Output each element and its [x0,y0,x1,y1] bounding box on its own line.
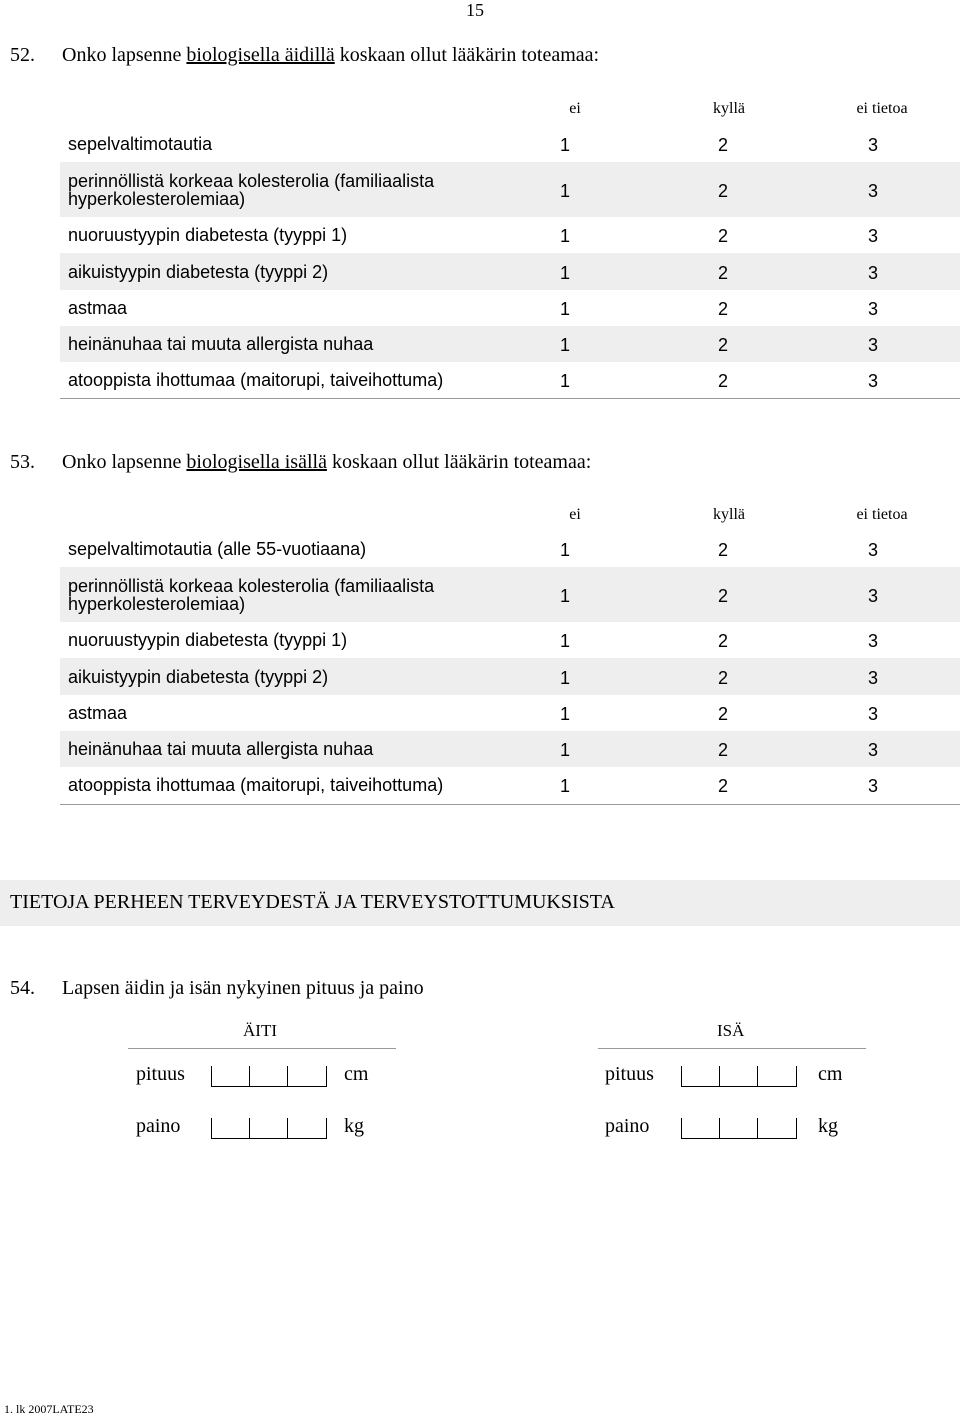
row-label [68,371,443,389]
answer-option-2[interactable]: 2 [717,631,728,651]
answer-option-3[interactable]: 3 [867,180,878,201]
father-height-unit: cm [818,1063,843,1085]
answer-option-3[interactable]: 3 [867,540,878,560]
father-heading-rule [598,1048,866,1049]
answer-option-1[interactable]: 1 [559,776,570,796]
table-row [60,253,960,290]
mother-weight-label: paino [136,1115,181,1137]
father-heading: ISÄ [717,1021,745,1040]
father-weight-digit-2[interactable] [719,1118,758,1139]
row-label-line: perinnöllistä korkeaa kolesterolia (familiaalista [68,170,435,191]
row-label-line: nuoruustyypin diabetesta (tyyppi 1) [68,225,348,245]
answer-option-1[interactable]: 1 [559,371,570,391]
answer-option-1[interactable]: 1 [559,262,570,283]
title-underlined: biologisella isällä [186,451,327,473]
row-label-line: sepelvaltimotautia (alle 55-vuotiaana) [68,539,367,559]
answer-option-2[interactable]: 2 [717,704,728,724]
answer-option-2[interactable]: 2 [717,335,728,355]
answer-option-3[interactable]: 3 [867,135,878,155]
question-number: 53. [10,451,35,473]
row-label [68,577,434,613]
question-53-title [10,451,591,474]
answer-option-2[interactable]: 2 [717,371,728,391]
answer-option-3[interactable]: 3 [867,371,878,391]
footer-code: 1. lk 2007LATE23 [4,1402,94,1416]
row-label-line: heinänuhaa tai muuta allergista nuhaa [68,334,374,354]
table-bottom-rule [60,804,960,805]
table-row [60,362,960,398]
column-header: ei tietoa [856,100,908,117]
table-row [60,695,960,731]
answer-option-2[interactable]: 2 [717,226,728,246]
answer-option-2[interactable]: 2 [717,180,728,201]
question-54-title [10,977,424,1000]
row-label [68,263,328,281]
father-height-digit-2[interactable] [719,1066,758,1087]
table-row [60,622,960,658]
title-text: Lapsen äidin ja isän nykyinen pituus ja paino [62,977,424,999]
answer-option-2[interactable]: 2 [717,135,728,155]
answer-option-3[interactable]: 3 [867,299,878,319]
answer-option-3[interactable]: 3 [867,226,878,246]
table-row [60,126,960,162]
column-header: kyllä [713,100,745,117]
answer-option-3[interactable]: 3 [867,262,878,283]
row-label [68,540,366,558]
question-number: 54. [10,977,35,999]
answer-option-2[interactable]: 2 [717,585,728,606]
table-row [60,567,960,622]
row-label-line: atooppista ihottumaa (maitorupi, taiveihottuma) [68,775,444,795]
mother-heading-rule [128,1048,396,1049]
answer-option-3[interactable]: 3 [867,704,878,724]
section-banner-text: TIETOJA PERHEEN TERVEYDESTÄ JA TERVEYSTOTTUMUKSISTA [10,891,615,913]
answer-option-2[interactable]: 2 [717,667,728,688]
table-row [60,290,960,326]
page-number: 15 [466,0,484,20]
table-row [60,658,960,695]
row-label-line: hyperkolesterolemiaa) [68,188,246,209]
answer-option-2[interactable]: 2 [717,776,728,796]
mother-weight-digit-2[interactable] [249,1118,288,1139]
row-label [68,740,373,758]
father-weight-digit-3[interactable] [757,1118,797,1139]
mother-height-digit-2[interactable] [249,1066,288,1087]
answer-option-3[interactable]: 3 [867,667,878,688]
table-row [60,767,960,803]
answer-option-3[interactable]: 3 [867,776,878,796]
father-weight-unit: kg [818,1115,838,1137]
mother-height-digit-1[interactable] [211,1066,250,1087]
father-height-digit-3[interactable] [757,1066,797,1087]
answer-option-1[interactable]: 1 [559,180,570,201]
answer-option-1[interactable]: 1 [559,667,570,688]
row-label [68,335,373,353]
answer-option-2[interactable]: 2 [717,740,728,760]
answer-option-1[interactable]: 1 [559,740,570,760]
mother-height-label: pituus [136,1063,185,1085]
table-row [60,217,960,253]
answer-option-2[interactable]: 2 [717,262,728,283]
column-header: kyllä [713,506,745,523]
title-text: Onko lapsenne [62,44,187,66]
row-label [68,299,127,317]
question-number: 52. [10,44,35,66]
mother-weight-digit-3[interactable] [287,1118,327,1139]
row-label-line: aikuistyypin diabetesta (tyyppi 2) [68,666,329,687]
title-text: koskaan ollut lääkärin toteamaa: [334,44,600,66]
table-bottom-rule [60,398,960,399]
column-header: ei [569,506,581,523]
answer-option-1[interactable]: 1 [559,540,570,560]
row-label [68,668,328,686]
table-row [60,162,960,217]
mother-heading: ÄITI [243,1021,277,1040]
mother-height-unit: cm [344,1063,369,1085]
answer-option-1[interactable]: 1 [559,704,570,724]
row-label [68,172,434,208]
row-label-line: perinnöllistä korkeaa kolesterolia (familiaalista [68,575,435,596]
father-weight-digit-1[interactable] [681,1118,720,1139]
column-header: ei tietoa [856,506,908,523]
answer-option-1[interactable]: 1 [559,585,570,606]
mother-weight-unit: kg [344,1115,364,1137]
question-52-title [10,44,599,67]
table-row [60,326,960,362]
answer-option-3[interactable]: 3 [867,335,878,355]
title-underlined: biologisella äidillä [186,44,335,66]
answer-option-1[interactable]: 1 [559,631,570,651]
row-label-line: aikuistyypin diabetesta (tyyppi 2) [68,261,329,282]
answer-option-2[interactable]: 2 [717,299,728,319]
section-banner [0,880,960,926]
row-label-line: atooppista ihottumaa (maitorupi, taiveihottuma) [68,370,444,390]
row-label-line: sepelvaltimotautia [68,134,213,154]
row-label [68,704,127,722]
row-label-line: astmaa [68,298,128,318]
answer-option-3[interactable]: 3 [867,740,878,760]
table-row [60,731,960,767]
answer-option-3[interactable]: 3 [867,631,878,651]
row-label-line: hyperkolesterolemiaa) [68,593,246,614]
row-label [68,631,347,649]
father-weight-label: paino [605,1115,650,1137]
mother-height-digit-3[interactable] [287,1066,327,1087]
answer-option-2[interactable]: 2 [717,540,728,560]
title-text: Onko lapsenne [62,451,187,473]
father-height-digit-1[interactable] [681,1066,720,1087]
answer-option-1[interactable]: 1 [559,335,570,355]
column-header: ei [569,100,581,117]
father-height-label: pituus [605,1063,654,1085]
row-label-line: nuoruustyypin diabetesta (tyyppi 1) [68,630,348,650]
mother-weight-digit-1[interactable] [211,1118,250,1139]
title-text: koskaan ollut lääkärin toteamaa: [326,451,592,473]
row-label [68,135,212,153]
answer-option-1[interactable]: 1 [559,299,570,319]
answer-option-1[interactable]: 1 [559,135,570,155]
table-row [60,531,960,567]
answer-option-1[interactable]: 1 [559,226,570,246]
answer-option-3[interactable]: 3 [867,585,878,606]
row-label [68,776,443,794]
row-label [68,226,347,244]
row-label-line: astmaa [68,703,128,723]
row-label-line: heinänuhaa tai muuta allergista nuhaa [68,739,374,759]
